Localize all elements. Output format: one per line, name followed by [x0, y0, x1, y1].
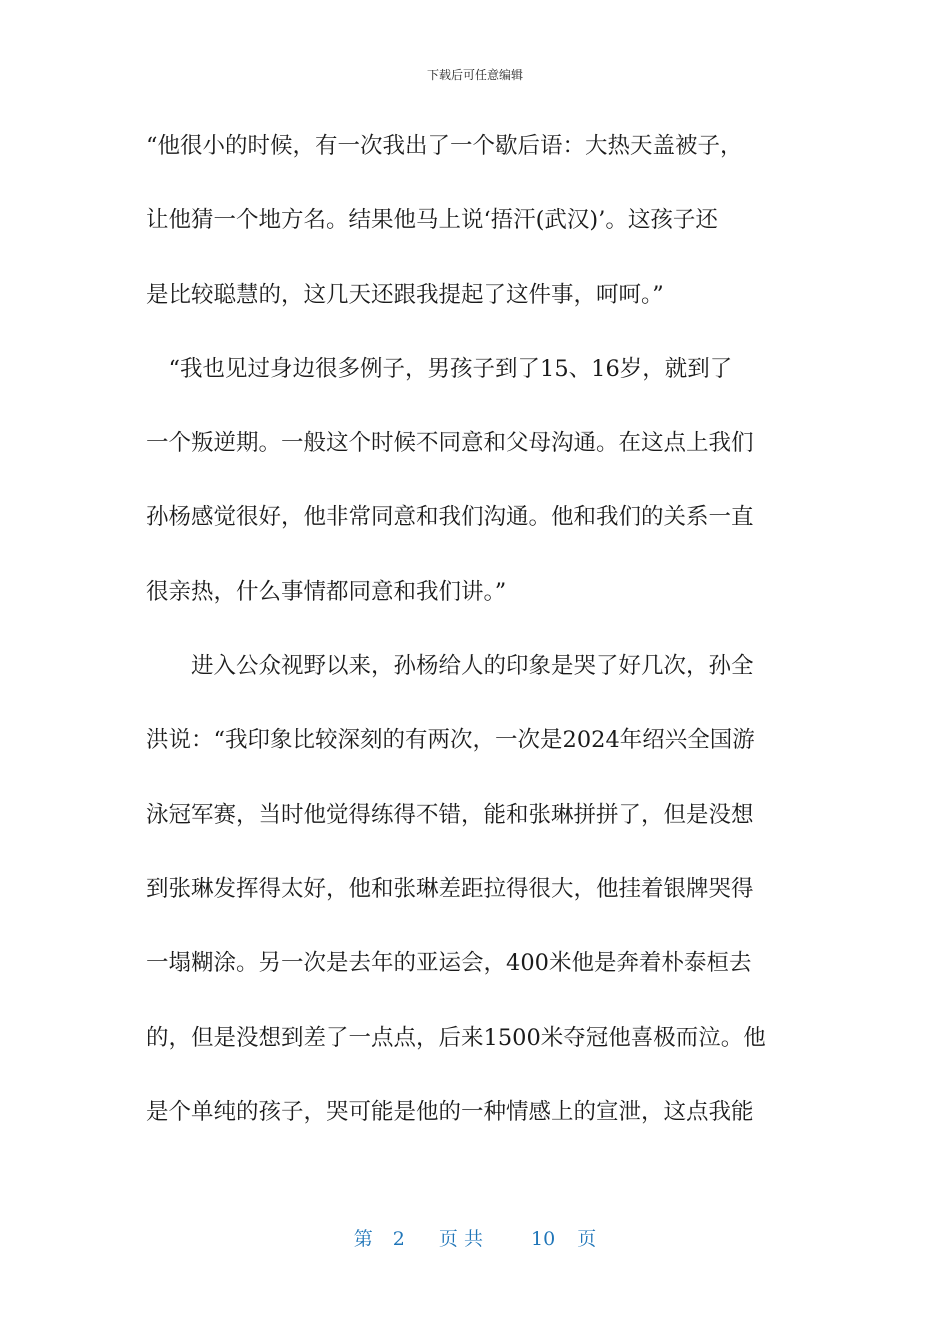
text-line: 是比较聪慧的，这几天还跟我提起了这件事，呵呵。” [146, 281, 664, 308]
text-line: 是个单纯的孩子，哭可能是他的一种情感上的宣泄，这点我能 [146, 1098, 754, 1125]
footer-prefix: 第 [353, 1228, 373, 1250]
text-line: 进入公众视野以来，孙杨给人的印象是哭了好几次，孙全 [146, 653, 754, 680]
text-line: “我也见过身边很多例子，男孩子到了15、16岁，就到了 [146, 355, 733, 382]
page-header: 下载后可任意编辑 [426, 68, 523, 82]
text-line: 让他猜一个地方名。结果他马上说‘捂汗(武汉)’。这孩子还 [146, 207, 718, 234]
text-line: 一个叛逆期。一般这个时候不同意和父母沟通。在这点上我们 [146, 430, 754, 457]
text-line: 到张琳发挥得太好，他和张琳差距拉得很大，他挂着银牌哭得 [146, 875, 754, 902]
footer-suffix: 页 [577, 1228, 597, 1250]
page-footer [0, 1224, 950, 1251]
text-line: “他很小的时候，有一次我出了一个歇后语：大热天盖被子， [146, 133, 743, 159]
text-line: 很亲热，什么事情都同意和我们讲。” [146, 578, 507, 605]
total-pages-number: 10 [531, 1228, 556, 1250]
text-line: 洪说：“我印象比较深刻的有两次，一次是2024年绍兴全国游 [146, 727, 755, 754]
footer-middle: 页 共 [438, 1228, 483, 1250]
body-text [146, 124, 802, 1164]
text-line: 孙杨感觉很好，他非常同意和我们沟通。他和我们的关系一直 [146, 504, 754, 531]
text-line: 一塌糊涂。另一次是去年的亚运会，400米他是奔着朴泰桓去 [146, 950, 752, 977]
text-line: 的，但是没想到差了一点点，后来1500米夺冠他喜极而泣。他 [146, 1024, 766, 1051]
current-page-number: 2 [392, 1228, 405, 1250]
text-line: 泳冠军赛，当时他觉得练得不错，能和张琳拼拼了，但是没想 [146, 801, 754, 828]
